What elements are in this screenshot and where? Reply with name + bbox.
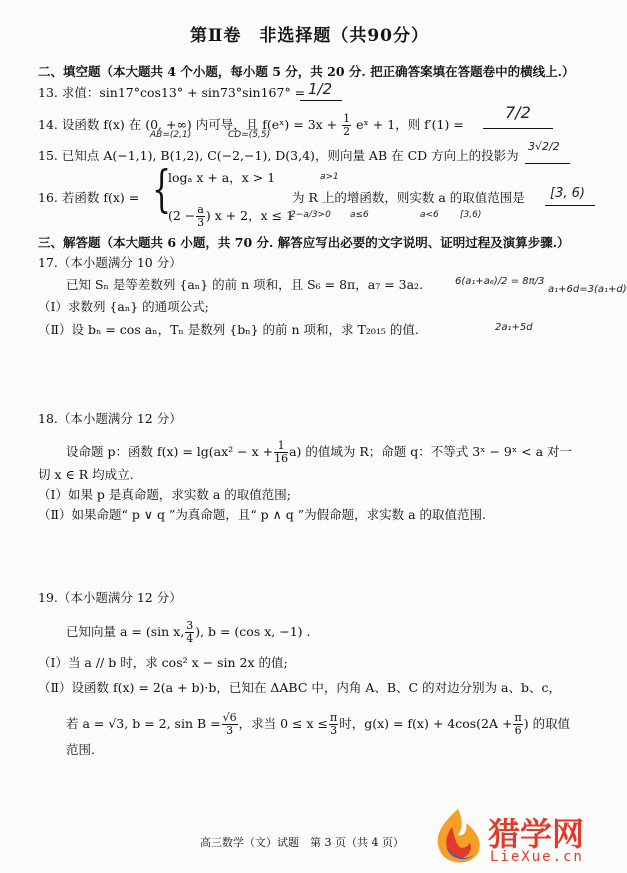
q19-part4: 范围. (66, 742, 95, 757)
q16-lead (38, 190, 139, 206)
q18-stem2: 切 x ∈ R 均成立. (38, 467, 134, 482)
q17-stem: 已知 Sₙ 是等差数列 {aₙ} 的前 n 项和，且 S₆ = 8π，a₇ = 3a₂. (66, 277, 424, 292)
liexue-logo (430, 805, 620, 870)
q14-answer-line (483, 128, 553, 129)
q16-pre: 若函数 f(x) = (61, 190, 140, 205)
q15 (38, 148, 519, 164)
q16-note-5: [3,6) (460, 210, 482, 220)
q16-answer: [3, 6) (550, 186, 585, 201)
q17-note-3: 2a₁+5d (495, 322, 533, 333)
q17-note-1: 6(a₁+a₆)/2 = 8π/3 (455, 276, 545, 287)
logo-cn: 猎学网 (488, 815, 585, 853)
q13-answer: 1/2 (308, 80, 333, 98)
page-title: 第Ⅱ卷 非选择题（共90分） (190, 26, 429, 46)
q13-answer-line (300, 100, 342, 101)
q15-answer: 3√2/2 (528, 140, 560, 153)
q16-brace: { (152, 160, 172, 218)
q16-note-3: a≤6 (350, 210, 369, 220)
q14-post: eˣ + 1，则 f′(1) = (356, 117, 464, 132)
q15-text: 已知点 A(−1,1), B(1,2), C(−2,−1), D(3,4)，则向量 AB 在 CD 方向上的投影为 (61, 148, 519, 163)
q16-number: 16. (38, 190, 58, 205)
q16-case2: (2 − $\frac{a}{3}$ ) x + 2，x ≤ 1 (168, 203, 295, 229)
q18-number: 18.（本小题满分 12 分） (38, 411, 182, 426)
q17-note-2: a₁+6d=3(a₁+d) (548, 284, 627, 295)
q18-stem: 设命题 p：函数 f(x) = lg(ax² − x + $\frac{1}{16}$ a) 的值域为 R；命题 q：不等式 3ˣ − 9ˣ < a 对一 (66, 439, 573, 465)
q13 (38, 85, 305, 101)
q16-note-2: 2−a/3>0 (290, 210, 331, 220)
flame-icon (430, 807, 486, 867)
logo-en: LieXue.cn (490, 849, 584, 865)
q16-note-4: a<6 (420, 210, 439, 220)
q14-pre: 设函数 f(x) 在 (0, +∞) 内可导，且 f(eˣ) = 3x + (61, 117, 338, 132)
q15-number: 15. (38, 148, 58, 163)
section2-heading: 二、填空题（本大题共 4 个小题，每小题 5 分，共 20 分. 把正确答案填在答题卷中的横线上.） (38, 64, 575, 79)
q19-stem: 已知向量 a = (sin x, $\frac{3}{4}$ ), b = (cos x, −1) . (66, 619, 311, 645)
q16-case1: logₐ x + a，x > 1 (168, 170, 276, 185)
q18-part2: （Ⅱ）如果命题“ p ∨ q ”为真命题，且“ p ∧ q ”为假命题，求实数 a 的取值范围. (38, 507, 487, 522)
q19-part1: （Ⅰ）当 a // b 时，求 cos² x − sin 2x 的值; (38, 655, 288, 670)
q15-note-ab: AB=(2,1) (150, 130, 192, 140)
q17-number: 17.（本小题满分 10 分） (38, 255, 182, 270)
q16-post: 为 R 上的增函数，则实数 a 的取值范围是 (292, 190, 525, 205)
q18-part1: （Ⅰ）如果 p 是真命题，求实数 a 的取值范围; (38, 487, 291, 502)
q13-number: 13. (38, 85, 58, 100)
q19-part2: （Ⅱ）设函数 f(x) = 2(a + b)·b，已知在 ΔABC 中，内角 A、B、C 的对边分别为 a、b、c， (38, 680, 562, 695)
q13-text: 求值：sin17°cos13° + sin73°sin167° = (61, 85, 306, 100)
q15-note-cd: CD=(5,5) (228, 130, 271, 140)
page-footer: 高三数学（文）试题 第 3 页（共 4 页） (200, 836, 404, 849)
q16-note-1: a>1 (320, 172, 339, 182)
q14-answer: 7/2 (505, 103, 531, 122)
q15-answer-line (525, 163, 570, 164)
q14-fraction: $\frac{1}{2}$ (343, 112, 351, 138)
q17-part1: （Ⅰ）求数列 {aₙ} 的通项公式; (38, 299, 209, 314)
q19-number: 19.（本小题满分 12 分） (38, 590, 182, 605)
section3-heading: 三、解答题（本大题共 6 小题，共 70 分. 解答应写出必要的文字说明、证明过程及演算步骤.） (38, 235, 570, 250)
q17-part2: （Ⅱ）设 bₙ = cos aₙ，Tₙ 是数列 {bₙ} 的前 n 项和，求 T₂₀₁₅ 的值. (38, 322, 419, 337)
q14-number: 14. (38, 117, 58, 132)
q19-part3: 若 a = √3, b = 2, sin B = $\frac{√6}{3}$ ，求当 0 ≤ x ≤ $\frac{\pi}{3}$ 时，g(x) = f(x) + 4cos(2A + $\frac{\pi}{6}$ ) 的取值 (66, 711, 571, 737)
q16-answer-line (545, 205, 595, 206)
